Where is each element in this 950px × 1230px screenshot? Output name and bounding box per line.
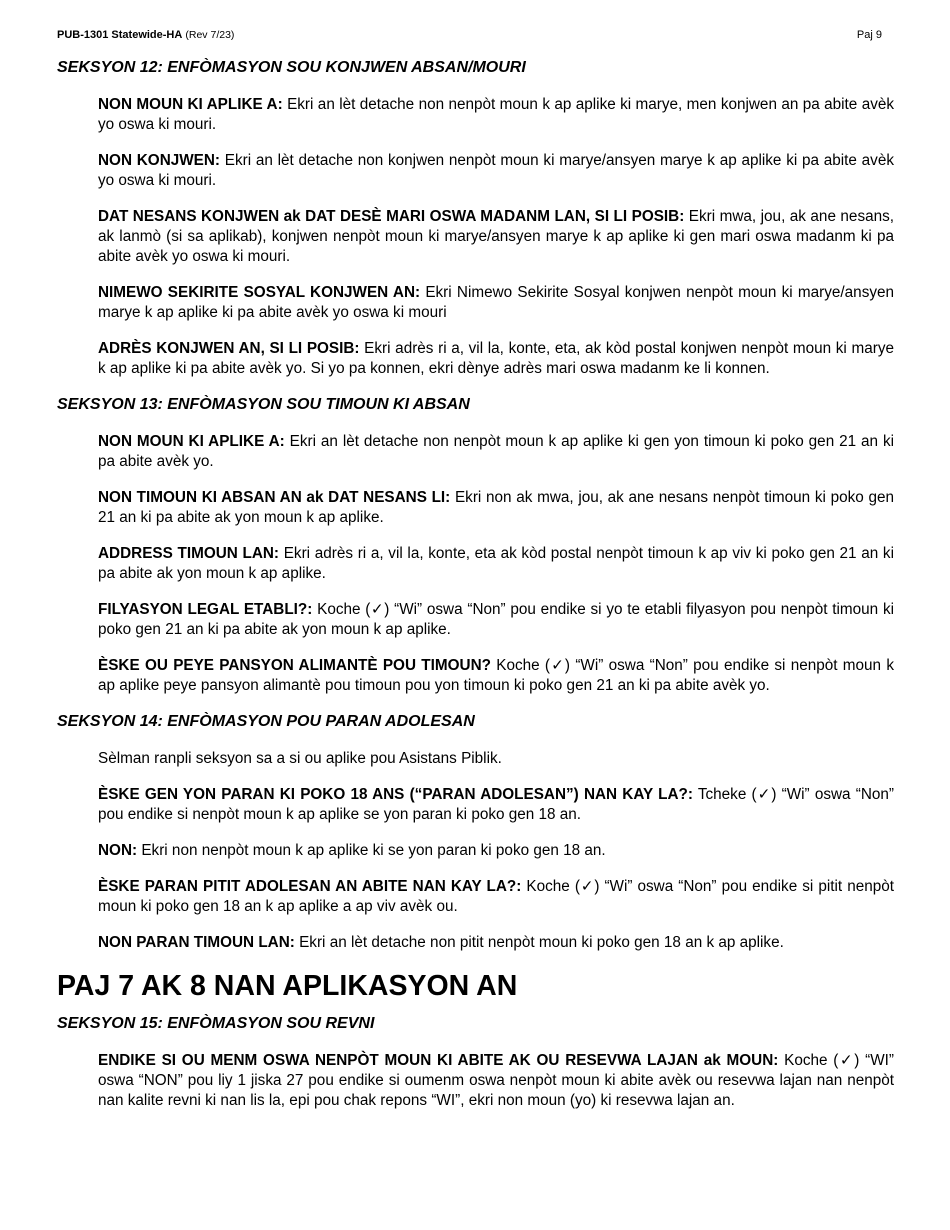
section-12-item-5: [98, 339, 894, 379]
item-label: ÈSKE PARAN PITIT ADOLESAN AN ABITE NAN KAY LA?:: [98, 878, 522, 895]
page-number: Paj 9: [856, 29, 882, 41]
item-text: Ekri non nenpòt moun k ap aplike ki se yon paran ki poko gen 18 an.: [137, 842, 606, 859]
item-label: ÈSKE OU PEYE PANSYON ALIMANTÈ POU TIMOUN?: [98, 657, 491, 674]
item-label: ADRÈS KONJWEN AN, SI LI POSIB:: [98, 340, 360, 357]
section-14-item-2: [98, 841, 894, 861]
item-text: Koche (✓) “Wi” oswa “Non” pou endike si nenpòt moun k ap aplike peye pansyon alimantè pou timoun pou yon timoun ki poko gen 21 an ki pa abite avèk yo.: [98, 657, 894, 694]
item-label: ENDIKE SI OU MENM OSWA NENPÒT MOUN KI ABITE AK OU RESEVWA LAJAN ak MOUN:: [98, 1052, 779, 1069]
section-13-item-4: [98, 600, 894, 640]
item-text: Koche (✓) “Wi” oswa “Non” pou endike si yo te etabli filyasyon pou nenpòt timoun ki poko gen 21 an ki pa abite ak yon moun k ap aplike.: [98, 601, 895, 638]
doc-identifier: [57, 28, 234, 42]
item-text: Koche (✓) “WI” oswa “NON” pou liy 1 jiska 27 pou endike si oumenm oswa nenpòt moun ki abite avèk ou resevwa lajan nan nenpòt nan kalite revni ki nan lis la, epi pou chak repons “WI”, ekri non moun (yo) ki resevwa lajan an.: [98, 1052, 894, 1109]
section-13-heading: SEKSYON 13: ENFÒMASYON SOU TIMOUN KI ABSAN: [57, 396, 470, 413]
item-label: NON MOUN KI APLIKE A:: [98, 433, 285, 450]
page-header: [57, 28, 894, 42]
section-12-item-2: [98, 151, 894, 191]
item-label: NIMEWO SEKIRITE SOSYAL KONJWEN AN:: [98, 284, 421, 301]
item-label: NON KONJWEN:: [98, 152, 221, 169]
item-text: Ekri an lèt detache non konjwen nenpòt moun ki marye/ansyen marye k ap aplike ki pa abite avèk yo oswa ki mouri.: [98, 152, 894, 189]
section-13-item-5: [98, 656, 894, 696]
item-label: NON:: [98, 842, 138, 859]
section-12-item-4: [98, 283, 894, 323]
item-label: NON MOUN KI APLIKE A:: [98, 96, 283, 113]
item-text: Koche (✓) “Wi” oswa “Non” pou endike si pitit nenpòt moun ki poko gen 18 an k ap aplike a ap viv avèk ou.: [98, 878, 894, 915]
item-label: DAT NESANS KONJWEN ak DAT DESÈ MARI OSWA MADANM LAN, SI LI POSIB:: [98, 208, 685, 225]
section-15-heading: SEKSYON 15: ENFÒMASYON SOU REVNI: [57, 1015, 375, 1032]
item-text: Ekri an lèt detache non nenpòt moun k ap aplike ki marye, men konjwen an pa abite avèk yo oswa ki mouri.: [98, 96, 895, 133]
section-13-item-3: [98, 544, 894, 584]
item-label: FILYASYON LEGAL ETABLI?:: [98, 601, 313, 618]
item-text: Ekri mwa, jou, ak ane nesans, ak lanmò (si sa aplikab), konjwen nenpòt moun ki marye/ansyen marye k ap aplike ki gen mari oswa madanm ki pa abite avèk yo oswa ki mouri.: [98, 208, 895, 265]
section-12-heading: SEKSYON 12: ENFÒMASYON SOU KONJWEN ABSAN/MOURI: [57, 59, 526, 76]
item-text: Ekri adrès ri a, vil la, konte, eta, ak kòd postal konjwen nenpòt moun ki marye k ap aplike ki pa abite avèk yo. Si yo pa konnen, ekri dènye adrès mari oswa madanm ke li konnen.: [98, 340, 894, 377]
item-label: NON TIMOUN KI ABSAN AN ak DAT NESANS LI:: [98, 489, 451, 506]
section-15-item-1: [98, 1051, 894, 1111]
part-heading: PAJ 7 AK 8 NAN APLIKASYON AN: [57, 970, 518, 1002]
section-12-item-3: [98, 207, 894, 267]
section-14-intro: Sèlman ranpli seksyon sa a si ou aplike pou Asistans Piblik.: [98, 750, 502, 767]
section-12-item-1: [98, 95, 894, 135]
revision: (Rev 7/23): [185, 29, 235, 41]
item-text: Ekri Nimewo Sekirite Sosyal konjwen nenpòt moun ki marye/ansyen marye k ap aplike ki pa abite avèk yo oswa ki mouri: [98, 284, 895, 321]
item-label: ÈSKE GEN YON PARAN KI POKO 18 ANS (“PARAN ADOLESAN”) NAN KAY LA?:: [98, 786, 693, 803]
section-13-item-1: [98, 432, 894, 472]
doc-id: PUB-1301 Statewide-HA: [57, 29, 183, 41]
section-14-item-4: [98, 933, 894, 953]
item-text: Ekri an lèt detache non pitit nenpòt moun ki poko gen 18 an k ap aplike.: [294, 934, 784, 951]
item-text: Ekri an lèt detache non nenpòt moun k ap aplike ki gen yon timoun ki poko gen 21 an ki pa abite avèk yo.: [98, 433, 894, 470]
section-14-item-3: [98, 877, 894, 917]
item-text: Tcheke (✓) “Wi” oswa “Non” pou endike si nenpòt moun k ap aplike se yon paran ki poko gen 18 an.: [98, 786, 894, 823]
item-text: Ekri adrès ri a, vil la, konte, eta ak kòd postal nenpòt timoun k ap viv ki poko gen 21 an ki pa abite ak yon moun k ap aplike.: [98, 545, 894, 582]
item-label: ADDRESS TIMOUN LAN:: [98, 545, 280, 562]
item-text: Ekri non ak mwa, jou, ak ane nesans nenpòt timoun ki poko gen 21 an ki pa abite ak yon moun k ap aplike.: [98, 489, 894, 526]
item-label: NON PARAN TIMOUN LAN:: [98, 934, 295, 951]
section-14-heading: SEKSYON 14: ENFÒMASYON POU PARAN ADOLESAN: [57, 713, 475, 730]
section-13-item-2: [98, 488, 894, 528]
section-14-item-1: [98, 785, 894, 825]
